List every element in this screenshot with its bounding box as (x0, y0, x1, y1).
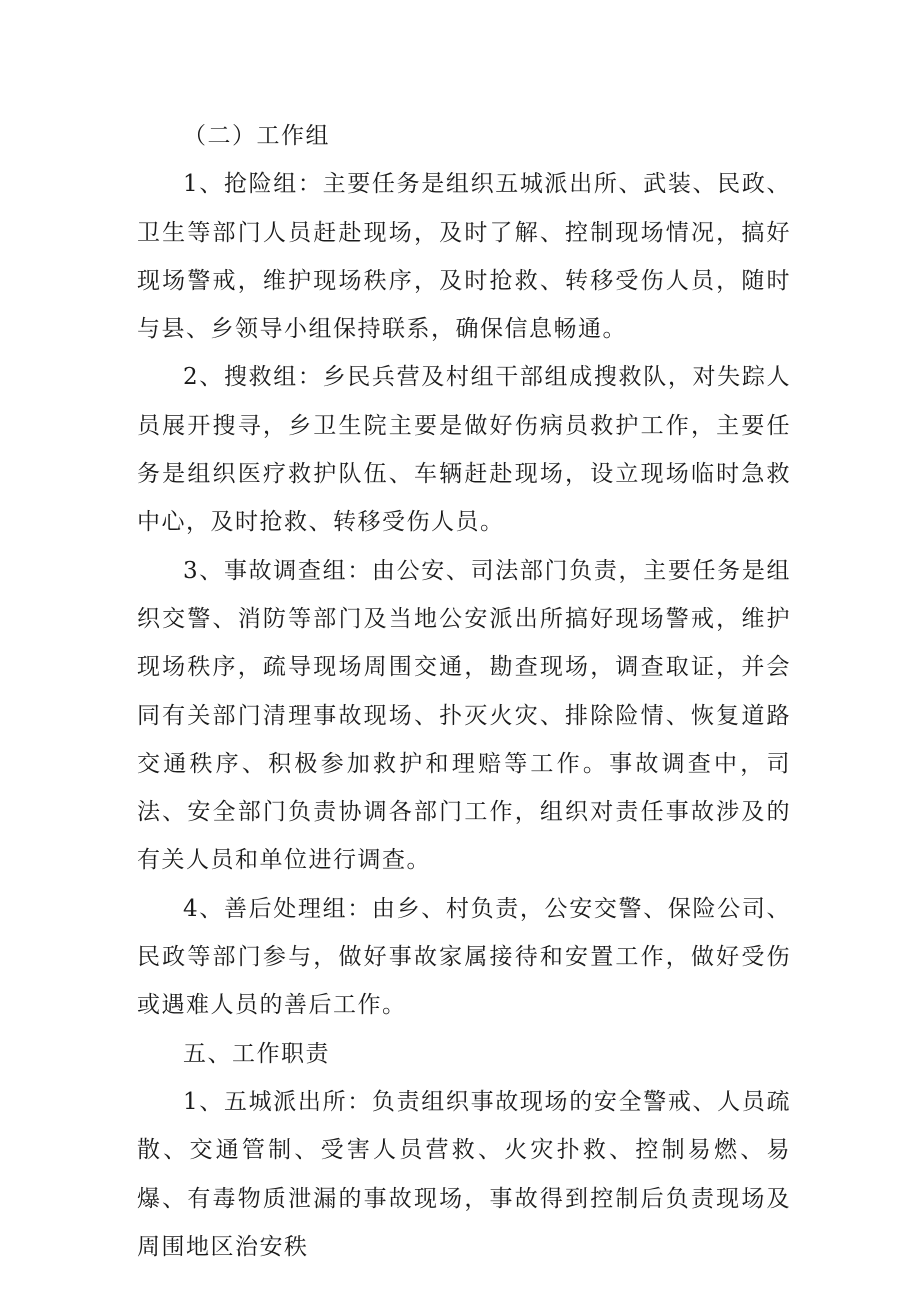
paragraph-investigation-group: 3、事故调查组：由公安、司法部门负责，主要任务是组织交警、消防等部门及当地公安派出所搞好现场警戒，维护现场秩序，疏导现场周围交通，勘查现场，调查取证，并会同有关部门清理事故现场、扑灭火灾、排除险情、恢复道路交通秩序、积极参加救护和理赔等工作。事故调查中，司法、安全部门负责协调各部门工作，组织对责任事故涉及的有关人员和单位进行调查。 (137, 557, 791, 874)
section-heading-work-groups: （二）工作组 (183, 123, 330, 149)
paragraph-police-station-duties: 1、五城派出所：负责组织事故现场的安全警戒、人员疏散、交通管制、受害人员营救、火灾扑救、控制易燃、易爆、有毒物质泄漏的事故现场，事故得到控制后负责现场及周围地区治安秩 (137, 1088, 791, 1260)
document-body (137, 112, 791, 1271)
paragraph-rescue-group: 1、抢险组：主要任务是组织五城派出所、武装、民政、卫生等部门人员赶赴现场，及时了解、控制现场情况，搞好现场警戒，维护现场秩序，及时抢救、转移受伤人员，随时与县、乡领导小组保持联系，确保信息畅通。 (137, 171, 791, 343)
paragraph-search-group: 2、搜救组：乡民兵营及村组干部组成搜救队，对失踪人员展开搜寻，乡卫生院主要是做好伤病员救护工作，主要任务是组织医疗救护队伍、车辆赶赴现场，设立现场临时急救中心，及时抢救、转移受伤人员。 (137, 364, 791, 536)
section-heading-duties: 五、工作职责 (183, 1040, 330, 1067)
paragraph-aftermath-group: 4、善后处理组：由乡、村负责，公安交警、保险公司、民政等部门参与，做好事故家属接待和安置工作，做好受伤或遇难人员的善后工作。 (137, 895, 791, 1019)
